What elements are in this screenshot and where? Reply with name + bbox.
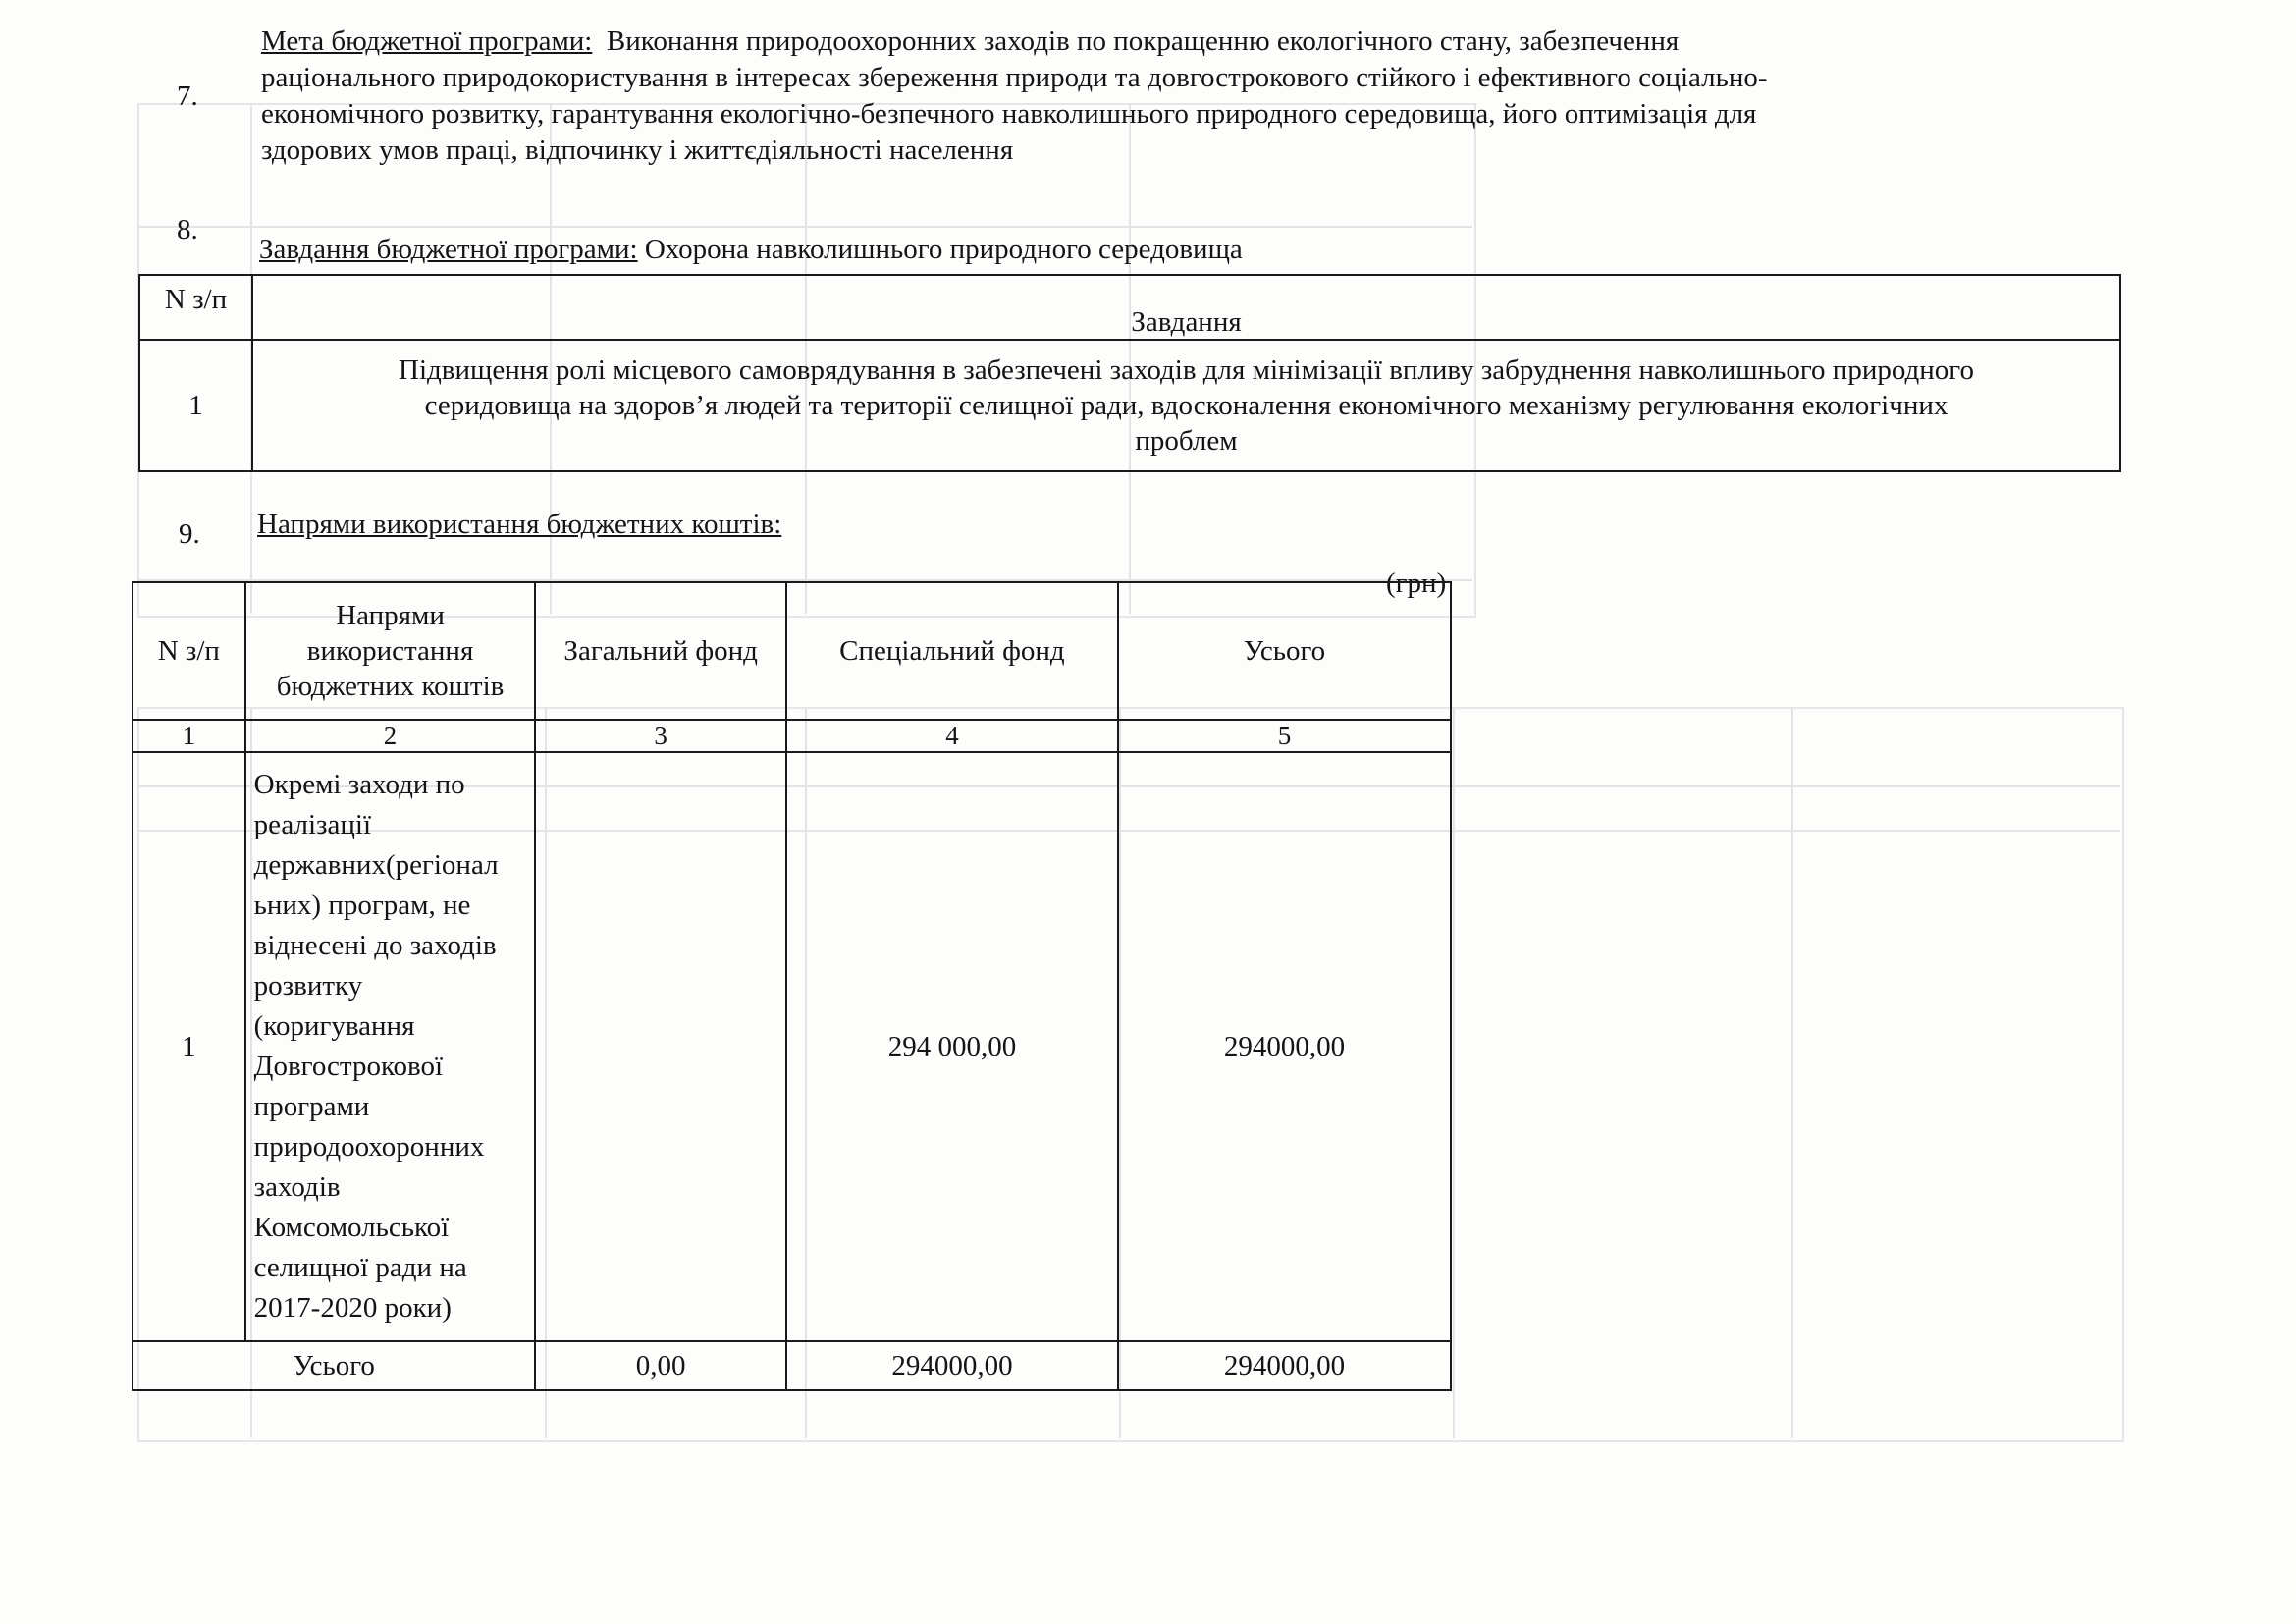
task-row-line-2: серидовища на здоров’я людей та території селищної ради, вдосконалення економічного механізму регулювання екологічних	[424, 390, 1949, 421]
section-9-label: Напрями використання бюджетних коштів:	[257, 509, 782, 540]
table-row	[139, 340, 2120, 471]
dir-index-3: 3	[535, 720, 786, 752]
dir-row-direction-line-11: заходів	[253, 1171, 341, 1203]
section-7-label: Мета бюджетної програми:	[261, 26, 593, 57]
currency-unit: (грн)	[1386, 568, 1447, 599]
section-7-line-3: економічного розвитку, гарантування екологічно-безпечного навколишнього природного середовища, його оптимізація для	[261, 98, 1757, 130]
task-table-header-num: N з/п	[139, 275, 252, 340]
task-table	[138, 274, 2121, 472]
dir-header-special: Спеціальний фонд	[786, 582, 1118, 720]
section-8-text: Охорона навколишнього природного середовища	[644, 234, 1243, 265]
section-8-number: 8.	[177, 214, 198, 245]
dir-index-1: 1	[133, 720, 245, 752]
section-7-line-4: здорових умов праці, відпочинку і життєдіяльності населення	[261, 135, 1014, 166]
section-9-number: 9.	[179, 518, 200, 550]
dir-index-2: 2	[245, 720, 536, 752]
directions-total-row	[133, 1341, 1451, 1390]
dir-row-num: 1	[133, 752, 245, 1341]
dir-header-direction-line-2: використання	[306, 635, 474, 667]
dir-row-special: 294 000,00	[786, 752, 1118, 1341]
dir-row-direction-line-12: Комсомольської	[253, 1212, 450, 1243]
task-row-text	[252, 340, 2120, 471]
dir-header-direction-line-3: бюджетних коштів	[276, 671, 505, 702]
dir-header-num: N з/п	[133, 582, 245, 720]
task-row-line-1: Підвищення ролі місцевого самоврядування в забезпечені заходів для мінімізації впливу забруднення навколишнього природного	[399, 354, 1974, 386]
dir-total-general: 0,00	[535, 1341, 786, 1390]
dir-row-direction-line-9: програми	[253, 1091, 370, 1122]
task-table-header-task: Завдання	[252, 275, 2120, 340]
task-row-num: 1	[139, 340, 252, 471]
dir-row-direction-line-7: (коригування	[253, 1010, 415, 1042]
dir-row-direction-line-6: розвитку	[253, 970, 363, 1001]
dir-row-general	[535, 752, 786, 1341]
dir-row-direction-line-2: реалізації	[253, 809, 372, 840]
section-8-label: Завдання бюджетної програми:	[259, 234, 638, 265]
dir-row-direction-line-4: ьних) програм, не	[253, 890, 471, 921]
dir-row-direction-line-3: державних(регіонал	[253, 849, 499, 881]
section-8-task	[259, 232, 1243, 268]
dir-row-direction-line-13: селищної ради на	[253, 1252, 467, 1283]
dir-total-special: 294000,00	[786, 1341, 1118, 1390]
directions-table	[132, 581, 1452, 1391]
section-7-line-2: раціонального природокористування в інтересах збереження природи та довгострокового стійкого і ефективного соціально-	[261, 62, 1768, 93]
table-row	[133, 752, 1451, 1341]
dir-row-direction-line-10: природоохоронних	[253, 1131, 485, 1163]
section-7-goal	[261, 24, 2126, 169]
dir-index-5: 5	[1118, 720, 1451, 752]
dir-row-direction-line-5: віднесені до заходів	[253, 930, 497, 961]
directions-index-row	[133, 720, 1451, 752]
dir-header-total: Усього	[1118, 582, 1451, 720]
section-7-line-1: Виконання природоохоронних заходів по покращенню екологічного стану, забезпечення	[606, 26, 1680, 57]
section-7-number: 7.	[177, 81, 198, 112]
dir-row-direction-line-8: Довгострокової	[253, 1051, 444, 1082]
dir-header-general: Загальний фонд	[535, 582, 786, 720]
dir-row-direction-line-14: 2017-2020 роки)	[253, 1292, 452, 1324]
section-9-heading	[257, 507, 781, 543]
dir-total-total: 294000,00	[1118, 1341, 1451, 1390]
task-row-line-3: проблем	[1135, 425, 1238, 457]
dir-row-direction-line-1: Окремі заходи по	[253, 769, 465, 800]
dir-header-direction-line-1: Напрями	[336, 600, 445, 631]
dir-row-total: 294000,00	[1118, 752, 1451, 1341]
dir-header-direction	[245, 582, 536, 720]
directions-header-row	[133, 582, 1451, 720]
dir-index-4: 4	[786, 720, 1118, 752]
dir-row-direction	[245, 752, 536, 1341]
dir-total-label: Усього	[133, 1341, 535, 1390]
